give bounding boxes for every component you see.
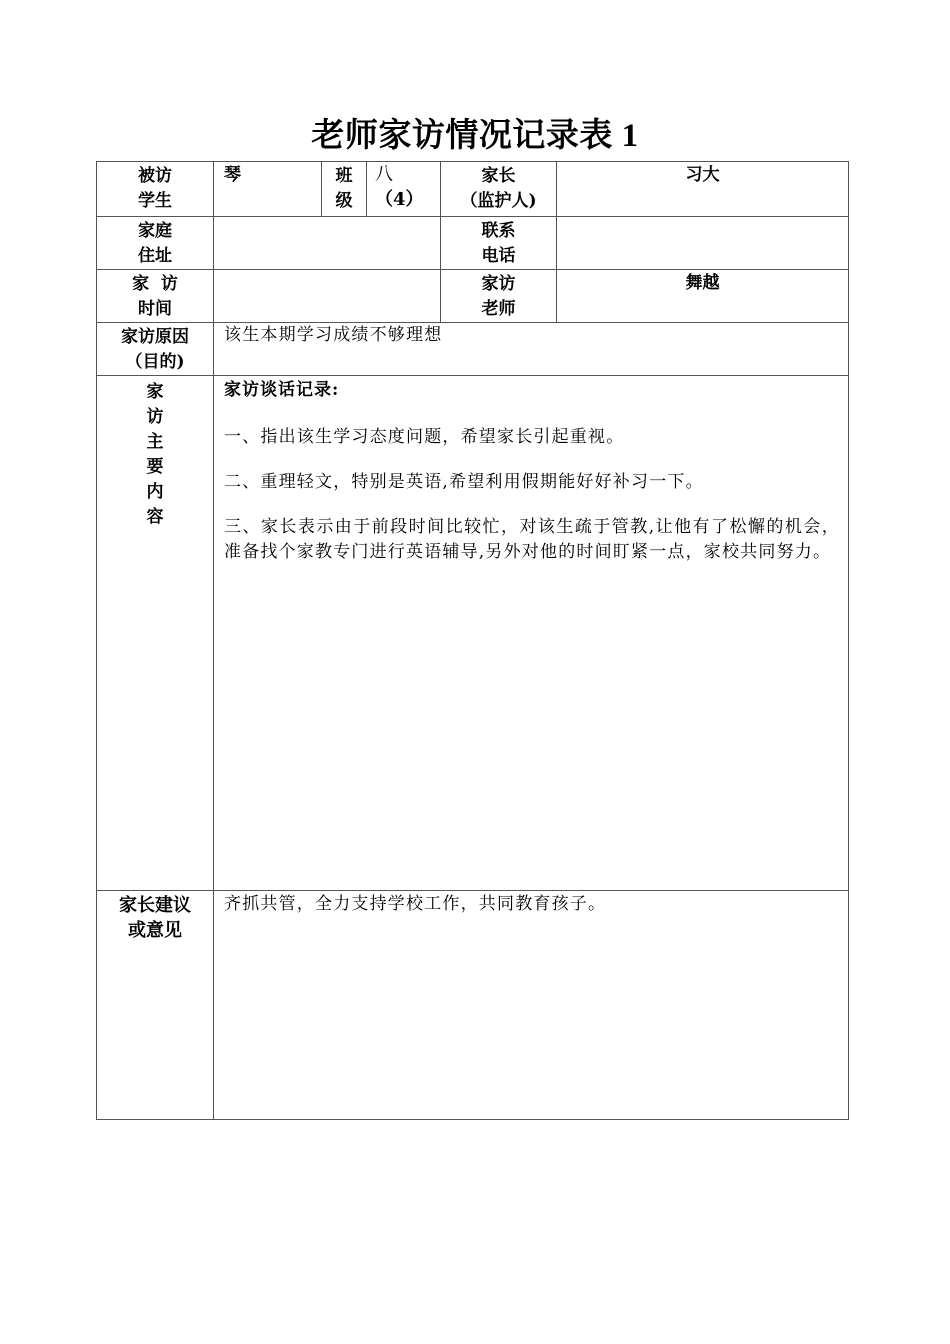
parent-opinion-label-line2: 或意见	[128, 920, 182, 941]
visit-time-label-line2: 时间	[138, 299, 172, 319]
visit-content-label-char4: 要	[146, 457, 164, 477]
visit-reason-value[interactable]: 该生本期学习成绩不够理想	[214, 323, 849, 376]
address-label-line1: 家庭	[138, 221, 172, 241]
visit-content-label-char5: 内	[146, 482, 164, 502]
row-visit-reason	[97, 323, 849, 376]
phone-value[interactable]	[557, 217, 849, 270]
visit-time-label	[97, 270, 214, 323]
visit-reason-label-line1: 家访原因	[121, 327, 189, 347]
phone-label-line2: 电话	[481, 246, 516, 266]
phone-label	[441, 217, 557, 270]
parent-opinion-label-line1: 家长建议	[119, 895, 191, 916]
home-visit-record-table	[96, 161, 849, 1120]
phone-label-line1: 联系	[481, 221, 516, 241]
class-value[interactable]	[367, 162, 441, 217]
student-value[interactable]: 琴	[214, 162, 322, 217]
visit-time-value[interactable]	[214, 270, 441, 323]
visit-teacher-label-line1: 家访	[481, 274, 516, 294]
conversation-item-2: 二、重理轻文，特别是英语,希望利用假期能好好补习一下。	[224, 472, 704, 492]
visit-content-label-char6: 容	[146, 507, 164, 527]
visit-content-label-char2: 访	[146, 407, 164, 427]
row-student-info	[97, 162, 849, 217]
address-value[interactable]	[214, 217, 441, 270]
conversation-item-1: 一、指出该生学习态度问题，希望家长引起重视。	[224, 427, 625, 447]
visit-teacher-label	[441, 270, 557, 323]
class-value-number: （4）	[375, 189, 424, 210]
address-label-line2: 住址	[138, 246, 172, 266]
parent-label	[441, 162, 557, 217]
class-label	[322, 162, 367, 217]
class-value-grade: 八	[375, 164, 393, 185]
visit-teacher-label-line2: 老师	[481, 299, 516, 319]
row-time-teacher	[97, 270, 849, 323]
visit-content-label-char1: 家	[146, 382, 164, 402]
row-parent-opinion	[97, 891, 849, 1120]
parent-opinion-label	[97, 891, 214, 1120]
parent-label-line1: 家长	[481, 166, 516, 186]
row-visit-content	[97, 376, 849, 891]
class-label-line1: 班	[335, 166, 353, 186]
visit-content-label	[97, 376, 214, 891]
student-label-line2: 学生	[138, 191, 172, 211]
parent-opinion-value[interactable]: 齐抓共管，全力支持学校工作，共同教育孩子。	[214, 891, 849, 1120]
page-title: 老师家访情况记录表 1	[311, 118, 639, 154]
visit-reason-label	[97, 323, 214, 376]
conversation-record-heading: 家访谈话记录:	[224, 380, 340, 400]
visit-content-value[interactable]	[214, 376, 849, 891]
visit-time-label-line1: 家 访	[132, 274, 178, 294]
parent-label-line2: （监护人)	[460, 191, 537, 211]
student-label	[97, 162, 214, 217]
parent-value[interactable]: 习大	[557, 162, 849, 217]
visit-content-label-char3: 主	[146, 432, 164, 452]
student-label-line1: 被访	[138, 166, 172, 186]
visit-reason-label-line2: （目的)	[125, 352, 185, 372]
conversation-item-3: 三、家长表示由于前段时间比较忙，对该生疏于管教,让他有了松懈的机会，准备找个家教专门进行英语辅导,另外对他的时间盯紧一点，家校共同努力。	[224, 517, 840, 562]
row-address-phone	[97, 217, 849, 270]
class-label-line2: 级	[335, 191, 353, 211]
visit-teacher-value[interactable]: 舞越	[557, 270, 849, 323]
address-label	[97, 217, 214, 270]
